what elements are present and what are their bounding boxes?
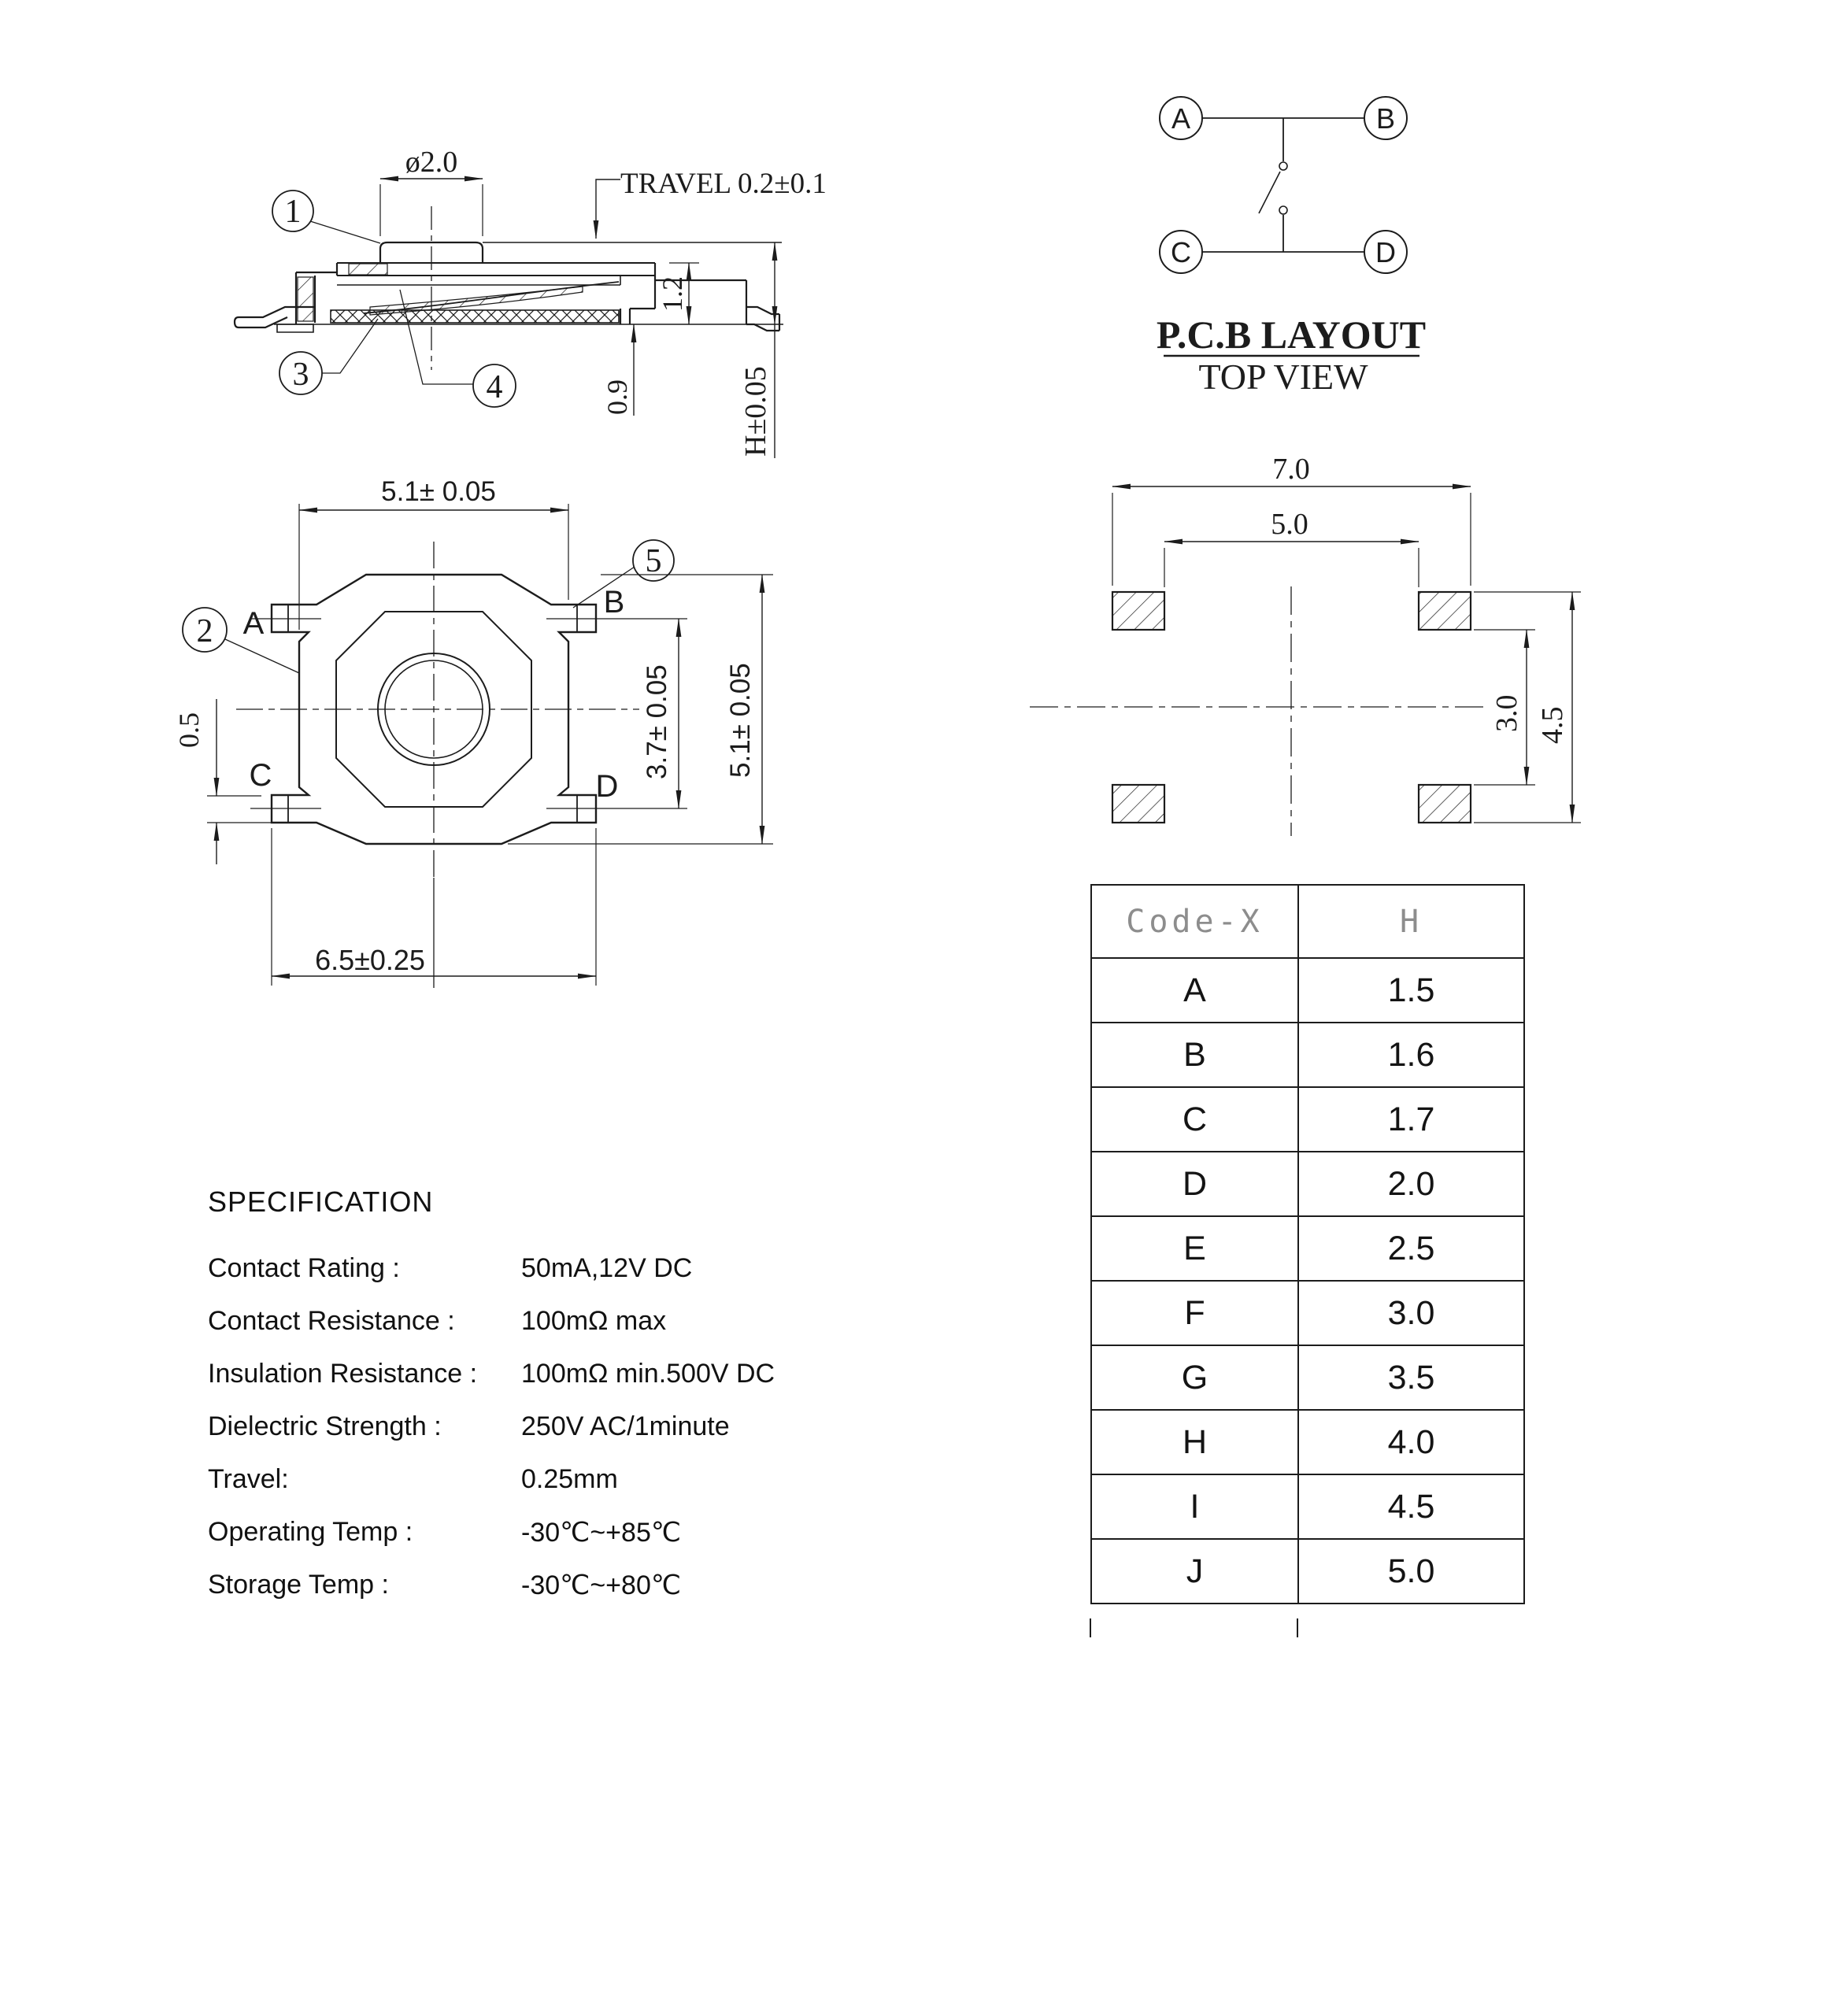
table-row <box>1091 1539 1524 1604</box>
schematic-labels <box>1157 102 1426 397</box>
spec-label: Contact Rating : <box>208 1253 400 1283</box>
schematic-pin-d-text: D <box>1375 236 1396 268</box>
callout-4-digit: 4 <box>486 369 503 405</box>
spec-label: Operating Temp : <box>208 1517 413 1547</box>
switch-lever <box>1259 172 1280 213</box>
table-row <box>1091 958 1524 1023</box>
spec-row-travel <box>208 1453 806 1506</box>
dim-3-label: 3.0 <box>1490 694 1523 732</box>
cover-hatch <box>349 264 387 275</box>
code-cell: J <box>1091 1539 1298 1604</box>
h-cell: 1.6 <box>1298 1023 1524 1087</box>
h-cell: 3.5 <box>1298 1345 1524 1410</box>
dim-5-label: 5.0 <box>1271 508 1308 541</box>
h-cell: 1.5 <box>1298 958 1524 1023</box>
callout-5-digit: 5 <box>645 543 662 579</box>
spec-value: 50mA,12V DC <box>521 1253 693 1283</box>
code-cell: H <box>1091 1410 1298 1474</box>
pin-a-label: A <box>242 606 265 641</box>
side-view <box>235 179 783 458</box>
code-height-table <box>1090 884 1525 1604</box>
spec-row-storage-temp <box>208 1559 806 1611</box>
pad-bottom-right <box>1419 785 1471 823</box>
h-cell: 4.5 <box>1298 1474 1524 1539</box>
code-cell: F <box>1091 1281 1298 1345</box>
code-cell: A <box>1091 958 1298 1023</box>
h-cell: 4.0 <box>1298 1410 1524 1474</box>
spec-value: 100mΩ min.500V DC <box>521 1359 775 1389</box>
code-cell: B <box>1091 1023 1298 1087</box>
spec-row-insulation-resistance <box>208 1348 806 1400</box>
table-row <box>1091 1087 1524 1152</box>
dim-diameter-label: ø2.0 <box>405 146 458 179</box>
code-cell: C <box>1091 1087 1298 1152</box>
top-view-labels <box>173 476 756 976</box>
h-cell: 2.5 <box>1298 1216 1524 1281</box>
base-plate <box>331 310 619 323</box>
spec-row-contact-rating <box>208 1242 806 1295</box>
spec-label: Contact Resistance : <box>208 1306 455 1336</box>
dim-tab-label: 0.5 <box>173 712 205 748</box>
code-cell: G <box>1091 1345 1298 1410</box>
dim-inner-right-label: 3.7± 0.05 <box>642 664 672 779</box>
dim-width-top-label: 5.1± 0.05 <box>381 476 496 507</box>
table-row <box>1091 1474 1524 1539</box>
side-view-labels <box>285 146 827 457</box>
h-cell: 5.0 <box>1298 1539 1524 1604</box>
pin-b-label: B <box>603 585 625 620</box>
specification-title: SPECIFICATION <box>208 1186 434 1218</box>
spec-label: Storage Temp : <box>208 1570 389 1600</box>
spec-label: Dielectric Strength : <box>208 1411 442 1441</box>
table-row <box>1091 1281 1524 1345</box>
spec-label: Insulation Resistance : <box>208 1359 478 1389</box>
code-cell: D <box>1091 1152 1298 1216</box>
h-cell: 2.0 <box>1298 1152 1524 1216</box>
code-cell: I <box>1091 1474 1298 1539</box>
callout-2-digit: 2 <box>196 613 213 649</box>
dim-height-right-label: 5.1± 0.05 <box>725 663 756 778</box>
h-cell: 3.0 <box>1298 1281 1524 1345</box>
spec-value: 250V AC/1minute <box>521 1411 730 1441</box>
spec-label: Travel: <box>208 1464 289 1494</box>
table-stubs <box>1090 1618 1297 1637</box>
table-header-row <box>1091 885 1524 958</box>
table-row <box>1091 1152 1524 1216</box>
pin-c-label: C <box>249 758 272 793</box>
pin-d-label: D <box>595 769 619 804</box>
schematic-pin-c-text: C <box>1171 236 1191 268</box>
pad-top-left <box>1112 592 1164 630</box>
dim-09-label: 0.9 <box>601 379 633 415</box>
spec-value: 0.25mm <box>521 1464 618 1494</box>
table-row <box>1091 1216 1524 1281</box>
dim-travel-label: TRAVEL 0.2±0.1 <box>620 168 827 200</box>
callout-3-digit: 3 <box>292 357 309 393</box>
specification-block <box>208 1186 806 1611</box>
spec-value: -30℃~+80℃ <box>521 1570 682 1600</box>
top-view <box>183 504 773 988</box>
spec-value: -30℃~+85℃ <box>521 1517 682 1548</box>
code-cell: E <box>1091 1216 1298 1281</box>
header-h: H <box>1298 885 1524 958</box>
table-row <box>1091 1023 1524 1087</box>
pad-bottom-left <box>1112 785 1164 823</box>
switch-contact-bottom <box>1279 206 1287 214</box>
spec-row-contact-resistance <box>208 1295 806 1348</box>
pad-top-right <box>1419 592 1471 630</box>
top-view-title: TOP VIEW <box>1198 357 1368 397</box>
h-cell: 1.7 <box>1298 1087 1524 1152</box>
dim-height-label: H±0.05 <box>739 366 772 457</box>
dim-7-label: 7.0 <box>1272 453 1310 486</box>
pcb-layout-title: P.C.B LAYOUT <box>1156 313 1427 357</box>
spec-value: 100mΩ max <box>521 1306 667 1336</box>
table-row <box>1091 1345 1524 1410</box>
header-code-x: Code-X <box>1091 885 1298 958</box>
schematic-pin-a-text: A <box>1171 102 1191 135</box>
spec-row-operating-temp <box>208 1506 806 1559</box>
switch-contact-top <box>1279 162 1287 170</box>
spec-row-dielectric-strength <box>208 1400 806 1453</box>
dim-12-label: 1.2 <box>657 276 688 312</box>
callout-1-digit: 1 <box>284 194 302 230</box>
dim-45-label: 4.5 <box>1536 706 1569 744</box>
dim-outer-bottom-label: 6.5±0.25 <box>315 944 425 976</box>
schematic-pin-b-text: B <box>1375 102 1396 135</box>
table-row <box>1091 1410 1524 1474</box>
